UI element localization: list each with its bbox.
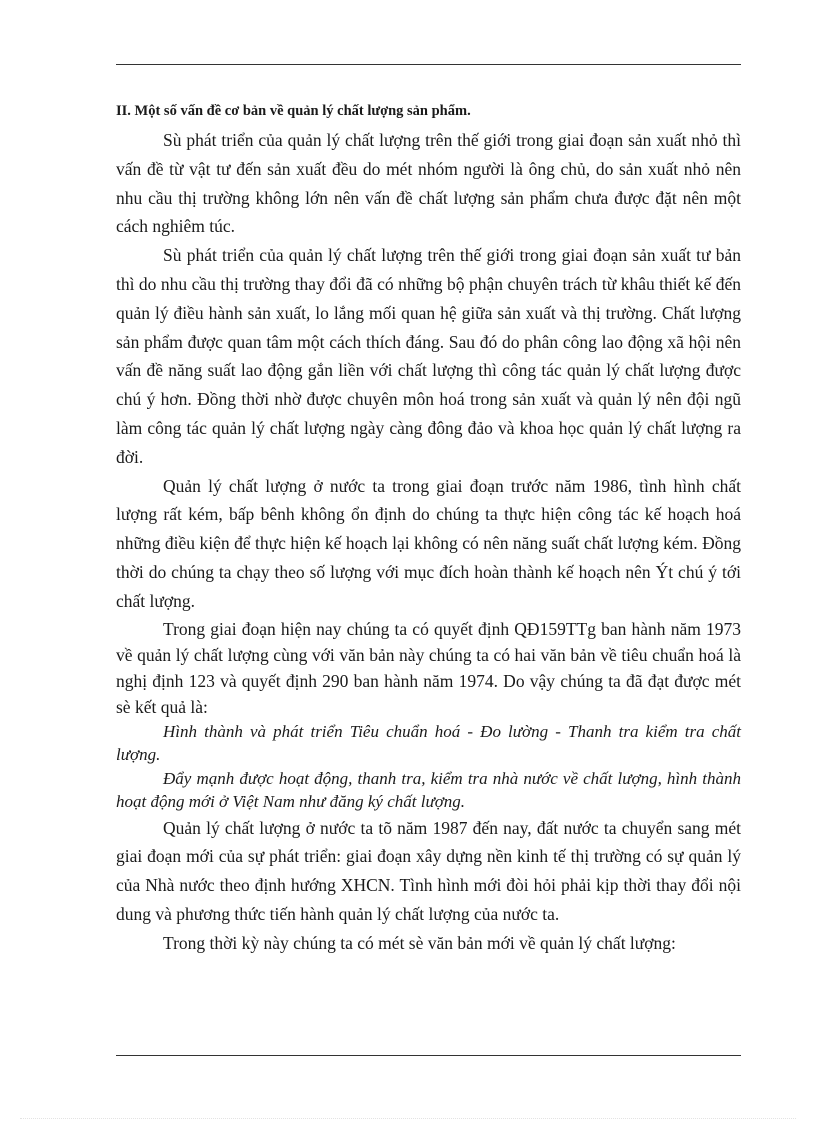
paragraph: Sù phát triển của quản lý chất lượng trên thế giới trong giai đoạn sản xuất tư bản thì do nhu cầu thị trường thay đổi đã có những bộ phận chuyên trách từ khâu thiết kế đến quản lý điều hành sản xuất, lo lắng mối quan hệ giữa sản xuất và thị trường. Chất lượng sản phẩm được quan tâm một cách thích đáng. Sau đó do phân công lao động xã hội nên vấn đề năng suất lao động gắn liền với chất lượng thì công tác quản lý chất lượng được chú ý hơn. Đồng thời nhờ được chuyên môn hoá trong sản xuất và quản lý nên đội ngũ làm công tác quản lý chất lượng ngày càng đông đảo và khoa học quản lý chất lượng ra đời. bbox=[116, 245, 741, 467]
paragraph: Trong thời kỳ này chúng ta có mét sè văn bản mới về quản lý chất lượng: bbox=[163, 932, 676, 953]
italic-list-item: Hình thành và phát triển Tiêu chuẩn hoá - Đo lường - Thanh tra kiểm tra chất lượng. bbox=[116, 721, 741, 765]
paragraph: Quản lý chất lượng ở nước ta trong giai đoạn trước năm 1986, tình hình chất lượng rất kém, bấp bênh không ổn định do chúng ta thực hiện công tác kế hoạch hoá những điều kiện để thực hiện kế hoạch lại không có nên năng suất chất lượng kém. Đồng thời do chúng ta chạy theo số lượng với mục đích hoàn thành kế hoạch nên Ýt chú ý tới chất lượng. bbox=[116, 475, 741, 611]
footer-rule bbox=[116, 1055, 741, 1056]
paragraph: Trong giai đoạn hiện nay chúng ta có quyết định QĐ159TTg ban hành năm 1973 về quản lý chất lượng cùng với văn bản này chúng ta có hai văn bản về tiêu chuẩn hoá là nghị định 123 và quyết định 290 ban hành năm 1974. Do vậy chúng ta đã đạt được mét sè kết quả là: bbox=[116, 618, 741, 717]
section-heading: II. Một số vấn đề cơ bản về quản lý chất lượng sản phẩm. bbox=[116, 103, 471, 119]
document-body bbox=[116, 100, 741, 958]
italic-list-item: Đẩy mạnh được hoạt động, thanh tra, kiểm tra nhà nước về chất lượng, hình thành hoạt động mới ở Việt Nam như đăng ký chất lượng. bbox=[116, 768, 741, 812]
paragraph: Sù phát triển của quản lý chất lượng trên thế giới trong giai đoạn sản xuất nhỏ thì vấn đề từ vật tư đến sản xuất đều do mét nhóm người là ông chủ, do sản xuất nhỏ nên nhu cầu thị trường không lớn nên vấn đề chất lượng sản phẩm chưa được đặt nên một cách nghiêm túc. bbox=[116, 130, 741, 237]
header-rule bbox=[116, 64, 741, 65]
page-edge-divider bbox=[20, 1118, 796, 1119]
paragraph: Quản lý chất lượng ở nước ta tõ năm 1987 đến nay, đất nước ta chuyển sang mét giai đoạn mới của sự phát triển: giai đoạn xây dựng nền kinh tế thị trường có sự quản lý của Nhà nước theo định hướng XHCN. Tình hình mới đòi hỏi phải kịp thời thay đổi nội dung và phương thức tiến hành quản lý chất lượng của nước ta. bbox=[116, 817, 741, 924]
